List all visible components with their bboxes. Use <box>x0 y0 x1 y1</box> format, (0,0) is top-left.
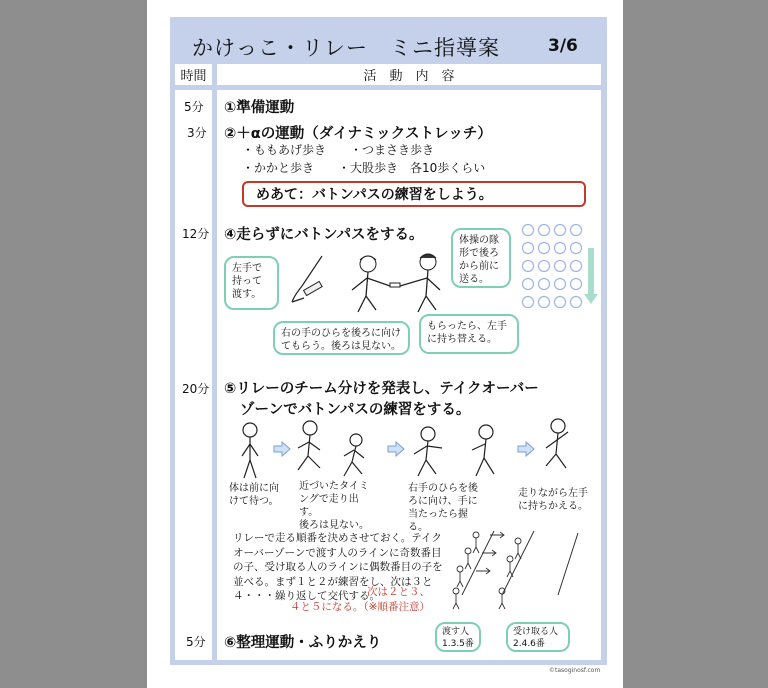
step1-title: ①準備運動 <box>224 100 295 116</box>
header-content: 活 動 内 容 <box>217 64 601 85</box>
baton-pass-illustration <box>282 246 442 316</box>
step4-title: ④走らずにバトンパスをする。 <box>224 227 424 243</box>
order-warning: 次は２と３、 ４と５になる。（※順番注意） <box>289 586 430 613</box>
bubble-right-palm: 右の手のひらを後ろに向け てもらう。後ろは見ない。 <box>273 321 410 355</box>
caption-face-forward: 体は前に向 けて待つ。 <box>229 483 279 507</box>
page-number: 3/6 <box>548 36 578 56</box>
time-s4: 12分 <box>182 227 210 241</box>
header-time: 時間 <box>175 64 212 85</box>
step5-title-1: ⑤リレーのチーム分けを発表し、テイクオーバー <box>224 381 539 397</box>
takeover-zone-diagram <box>446 525 586 620</box>
time-s1: 5分 <box>184 100 204 114</box>
step5-title-2: ゾーンでバトンパスの練習をする。 <box>240 402 471 418</box>
formation-dots <box>522 224 602 314</box>
goal-box: めあて：バトンパスの練習をしよう。 <box>242 181 586 207</box>
time-column <box>175 90 212 660</box>
bubble-left-hand: 左手で 持って 渡す。 <box>224 256 279 310</box>
caption-grip-baton: 右手のひらを後 ろに向け、手に 当たったら握 る。 <box>408 483 478 533</box>
caption-start-running: 近づいたタイミ ングで走り出 す。 後ろは見ない。 <box>299 481 369 531</box>
bubble-switch-hand: もらったら、左手 に持ち替える。 <box>419 314 519 354</box>
step2-line2: ・かかと歩き ・大股歩き 各10歩くらい <box>242 161 486 175</box>
order-instructions: リレーで走る順番を決めさせておく。テイク オーバーゾーンで渡す人のラインに奇数番目 の子、受け取る人のラインに偶数番目の子を 並べる。まず１と２が練習をし、次は３と ４・・・繰り返して交代する。 <box>233 532 443 602</box>
step6-title: ⑥整理運動・ふりかえり <box>224 635 382 651</box>
time-s6: 5分 <box>186 635 206 649</box>
label-receiver: 受け取る人 2.4.6番 <box>506 622 570 652</box>
time-s5: 20分 <box>182 382 210 396</box>
copyright: ©tasoginosf.com <box>549 667 601 674</box>
bubble-formation: 体操の隊 形で後ろ から前に 送る。 <box>451 228 511 288</box>
step2-line1: ・ももあげ歩き ・つまさき歩き <box>242 143 435 157</box>
takeover-sequence-illustration <box>228 418 598 480</box>
label-passer: 渡す人 1.3.5番 <box>435 622 481 652</box>
page-title: かけっこ・リレー ミニ指導案 <box>192 36 500 60</box>
step2-title: ②＋αの運動（ダイナミックストレッチ） <box>224 126 492 142</box>
caption-switch-hand: 走りながら左手 に持ちかえる。 <box>518 488 588 512</box>
time-s2: 3分 <box>187 126 207 140</box>
